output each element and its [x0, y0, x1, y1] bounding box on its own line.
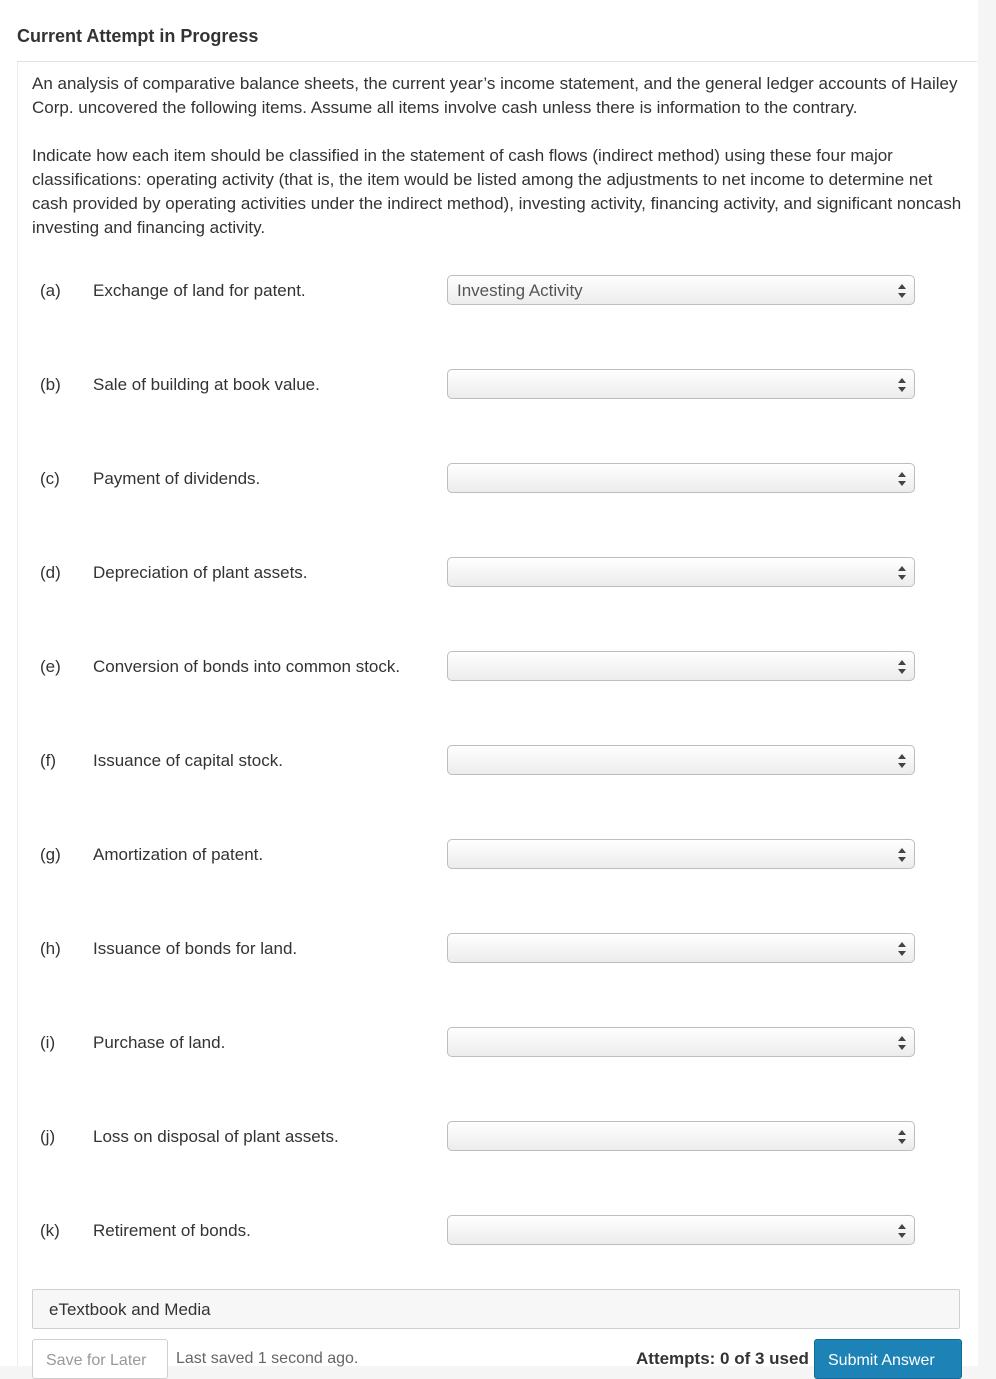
select-arrows-icon [897, 752, 907, 770]
item-text: Depreciation of plant assets. [93, 563, 308, 582]
select-arrows-icon [897, 470, 907, 488]
item-letter: (b) [40, 375, 61, 394]
question-paragraph-2: Indicate how each item should be classified in the statement of cash flows (indirect method) using these four major classifications: operating activity (that is, the item would be listed among the adjustments to net income to determine net cash provided by operating activities under the indirect method), investing activity, financing activity, and significant noncash investing and financing activity. [32, 146, 962, 237]
select-arrows-icon [897, 1222, 907, 1240]
classification-select-c[interactable] [447, 463, 915, 493]
item-row-a [0, 275, 978, 307]
item-letter: (k) [40, 1221, 60, 1240]
etextbook-media-toggle[interactable] [32, 1289, 960, 1329]
select-arrows-icon [897, 846, 907, 864]
item-letter: (c) [40, 469, 60, 488]
submit-answer-label: Submit Answer [828, 1352, 935, 1369]
classification-select-k[interactable] [447, 1215, 915, 1245]
item-letter: (d) [40, 563, 61, 582]
classification-select-j[interactable] [447, 1121, 915, 1151]
page-title: Current Attempt in Progress [17, 26, 259, 46]
item-letter: (a) [40, 281, 61, 300]
item-text: Retirement of bonds. [93, 1221, 251, 1240]
item-text: Amortization of patent. [93, 845, 264, 864]
item-row-c [0, 463, 978, 495]
header-divider [17, 61, 977, 62]
select-arrows-icon [897, 1128, 907, 1146]
select-arrows-icon [897, 376, 907, 394]
last-saved-status: Last saved 1 second ago. [176, 1350, 359, 1367]
item-text: Issuance of bonds for land. [93, 939, 298, 958]
item-letter: (e) [40, 657, 61, 676]
classification-select-b[interactable] [447, 369, 915, 399]
item-letter: (h) [40, 939, 61, 958]
item-letter: (f) [40, 751, 57, 770]
item-row-d [0, 557, 978, 589]
item-text: Payment of dividends. [93, 469, 261, 488]
select-arrows-icon [897, 940, 907, 958]
item-row-j [0, 1121, 978, 1153]
item-row-g [0, 839, 978, 871]
item-text: Loss on disposal of plant assets. [93, 1127, 339, 1146]
item-row-h [0, 933, 978, 965]
classification-select-h[interactable] [447, 933, 915, 963]
classification-select-e[interactable] [447, 651, 915, 681]
classification-select-d[interactable] [447, 557, 915, 587]
select-arrows-icon [897, 1034, 907, 1052]
item-text: Issuance of capital stock. [93, 751, 283, 770]
save-for-later-button[interactable] [32, 1339, 168, 1379]
question-content [17, 62, 978, 1366]
select-arrows-icon [897, 658, 907, 676]
item-row-b [0, 369, 978, 401]
item-text: Sale of building at book value. [93, 375, 320, 394]
item-letter: (i) [40, 1033, 56, 1052]
item-row-i [0, 1027, 978, 1059]
item-row-k [0, 1215, 978, 1247]
classification-select-g[interactable] [447, 839, 915, 869]
item-text: Purchase of land. [93, 1033, 226, 1052]
save-for-later-label: Save for Later [46, 1352, 147, 1369]
classification-select-a[interactable] [447, 275, 915, 305]
item-letter: (j) [40, 1127, 56, 1146]
item-text: Exchange of land for patent. [93, 281, 306, 300]
etextbook-label: eTextbook and Media [49, 1300, 211, 1319]
item-row-e [0, 651, 978, 683]
item-row-f [0, 745, 978, 777]
select-value: Investing Activity [457, 281, 583, 300]
item-text: Conversion of bonds into common stock. [93, 657, 401, 676]
classification-select-i[interactable] [447, 1027, 915, 1057]
classification-select-f[interactable] [447, 745, 915, 775]
question-paragraph-1: An analysis of comparative balance sheets, the current year’s income statement, and the general ledger accounts of Hailey Corp. uncovered the following items. Assume all items involve cash unless there is information to the contrary. [32, 74, 958, 117]
attempts-counter: Attempts: 0 of 3 used [636, 1349, 809, 1368]
item-letter: (g) [40, 845, 61, 864]
select-arrows-icon [897, 282, 907, 300]
select-arrows-icon [897, 564, 907, 582]
submit-answer-button[interactable] [814, 1339, 962, 1379]
